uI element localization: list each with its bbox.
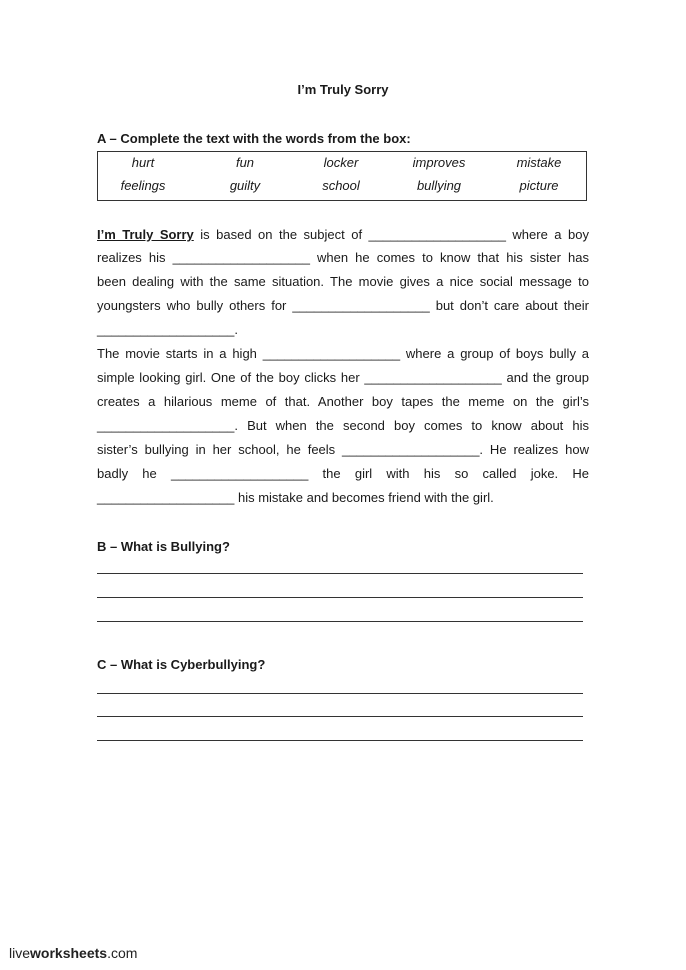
passage-line: realizes his ___________________ when he comes to know that his sister has bbox=[97, 250, 589, 265]
logo-text-suffix: .com bbox=[107, 945, 138, 961]
passage-line: The movie starts in a high ___________________ where a group of boys bully a bbox=[97, 346, 589, 361]
passage-text: is based on the subject of ___________________ where a boy bbox=[193, 227, 589, 242]
passage-line bbox=[97, 226, 589, 244]
answer-line[interactable] bbox=[97, 693, 583, 694]
word-box-item: hurt bbox=[131, 155, 155, 170]
passage-line: sister’s bullying in her school, he feels ___________________. He realizes how bbox=[97, 442, 589, 457]
passage-line: creates a hilarious meme of that. Another boy tapes the meme on the girl’s bbox=[97, 394, 589, 409]
site-logo bbox=[9, 945, 137, 961]
word-box-item: fun bbox=[235, 155, 255, 170]
section-a-heading: A – Complete the text with the words from the box: bbox=[97, 131, 411, 146]
word-box-item: mistake bbox=[516, 155, 562, 170]
word-box-item: improves bbox=[412, 155, 466, 170]
passage-line: ___________________. But when the second boy comes to know about his bbox=[97, 418, 589, 433]
passage-line: simple looking girl. One of the boy clicks her ___________________ and the group bbox=[97, 370, 589, 385]
word-box-item: feelings bbox=[120, 178, 166, 193]
passage-line: youngsters who bully others for ___________________ but don’t care about their bbox=[97, 298, 589, 313]
logo-text-prefix: live bbox=[9, 945, 31, 961]
movie-title: I’m Truly Sorry bbox=[97, 227, 194, 242]
word-box bbox=[97, 151, 587, 201]
passage-line: ___________________ his mistake and becomes friend with the girl. bbox=[97, 490, 494, 505]
passage-line: badly he ___________________ the girl with his so called joke. He bbox=[97, 466, 589, 481]
word-box-item: bullying bbox=[416, 178, 462, 193]
answer-line[interactable] bbox=[97, 573, 583, 574]
section-b-heading: B – What is Bullying? bbox=[97, 539, 230, 554]
logo-text-bold: worksheets bbox=[30, 945, 108, 961]
answer-line[interactable] bbox=[97, 740, 583, 741]
worksheet-title: I’m Truly Sorry bbox=[297, 82, 389, 97]
word-box-item: guilty bbox=[229, 178, 261, 193]
word-box-item: school bbox=[322, 178, 360, 193]
answer-line[interactable] bbox=[97, 716, 583, 717]
section-c-heading: C – What is Cyberbullying? bbox=[97, 657, 266, 672]
answer-line[interactable] bbox=[97, 621, 583, 622]
answer-line[interactable] bbox=[97, 597, 583, 598]
word-box-item: picture bbox=[519, 178, 559, 193]
passage-line: ___________________. bbox=[97, 322, 238, 337]
passage-line: been dealing with the same situation. The movie gives a nice social message to bbox=[97, 274, 589, 289]
word-box-item: locker bbox=[323, 155, 359, 170]
